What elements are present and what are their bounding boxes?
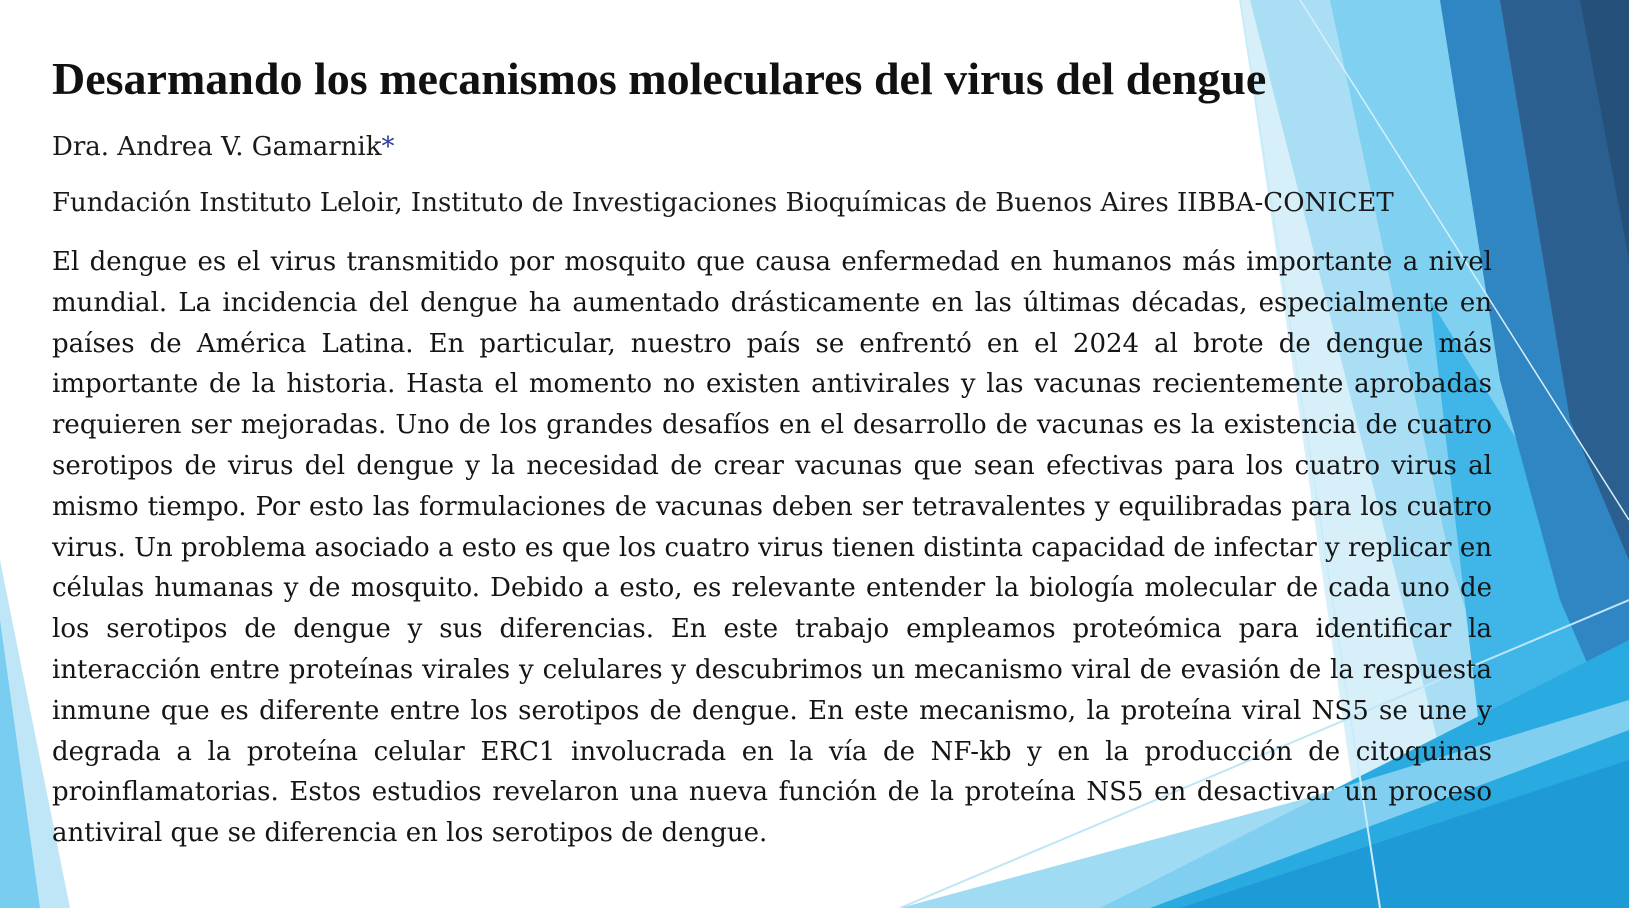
author-name: Dra. Andrea V. Gamarnik xyxy=(52,132,382,162)
abstract-paragraph: El dengue es el virus transmitido por mosquito que causa enfermedad en humanos más importante a nivel mundial. La incidencia del dengue ha aumentado drásticamente en las últimas décadas, especialmente en países de América Latina. En particular, nuestro país se enfrentó en el 2024 al brote de dengue más importante de la historia. Hasta el momento no existen antivirales y las vacunas recientemente aprobadas requieren ser mejoradas. Uno de los grandes desafíos en el desarrollo de vacunas es la existencia de cuatro serotipos de virus del dengue y la necesidad de crear vacunas que sean efectivas para los cuatro virus al mismo tiempo. Por esto las formulaciones de vacunas deben ser tetravalentes y equilibradas para los cuatro virus. Un problema asociado a esto es que los cuatro virus tienen distinta capacidad de infectar y replicar en células humanas y de mosquito. Debido a esto, es relevante entender la biología molecular de cada uno de los serotipos de dengue y sus diferencias. En este trabajo empleamos proteómica para identificar la interacción entre proteínas virales y celulares y descubrimos un mecanismo viral de evasión de la respuesta inmune que es diferente entre los serotipos de dengue. En este mecanismo, la proteína viral NS5 se une y degrada a la proteína celular ERC1 involucrada en la vía de NF-kb y en la producción de citoquinas proinflamatorias. Estos estudios revelaron una nueva función de la proteína NS5 en desactivar un proceso antiviral que se diferencia en los serotipos de dengue. xyxy=(52,247,1492,849)
author-footnote-marker: * xyxy=(381,132,395,162)
slide-title: Desarmando los mecanismos moleculares del virus del dengue xyxy=(52,53,1267,104)
affiliation: Fundación Instituto Leloir, Instituto de Investigaciones Bioquímicas de Buenos Aires IIBBA-CONICET xyxy=(52,188,1394,218)
slide-content xyxy=(52,46,1492,854)
author-line xyxy=(52,130,1492,164)
